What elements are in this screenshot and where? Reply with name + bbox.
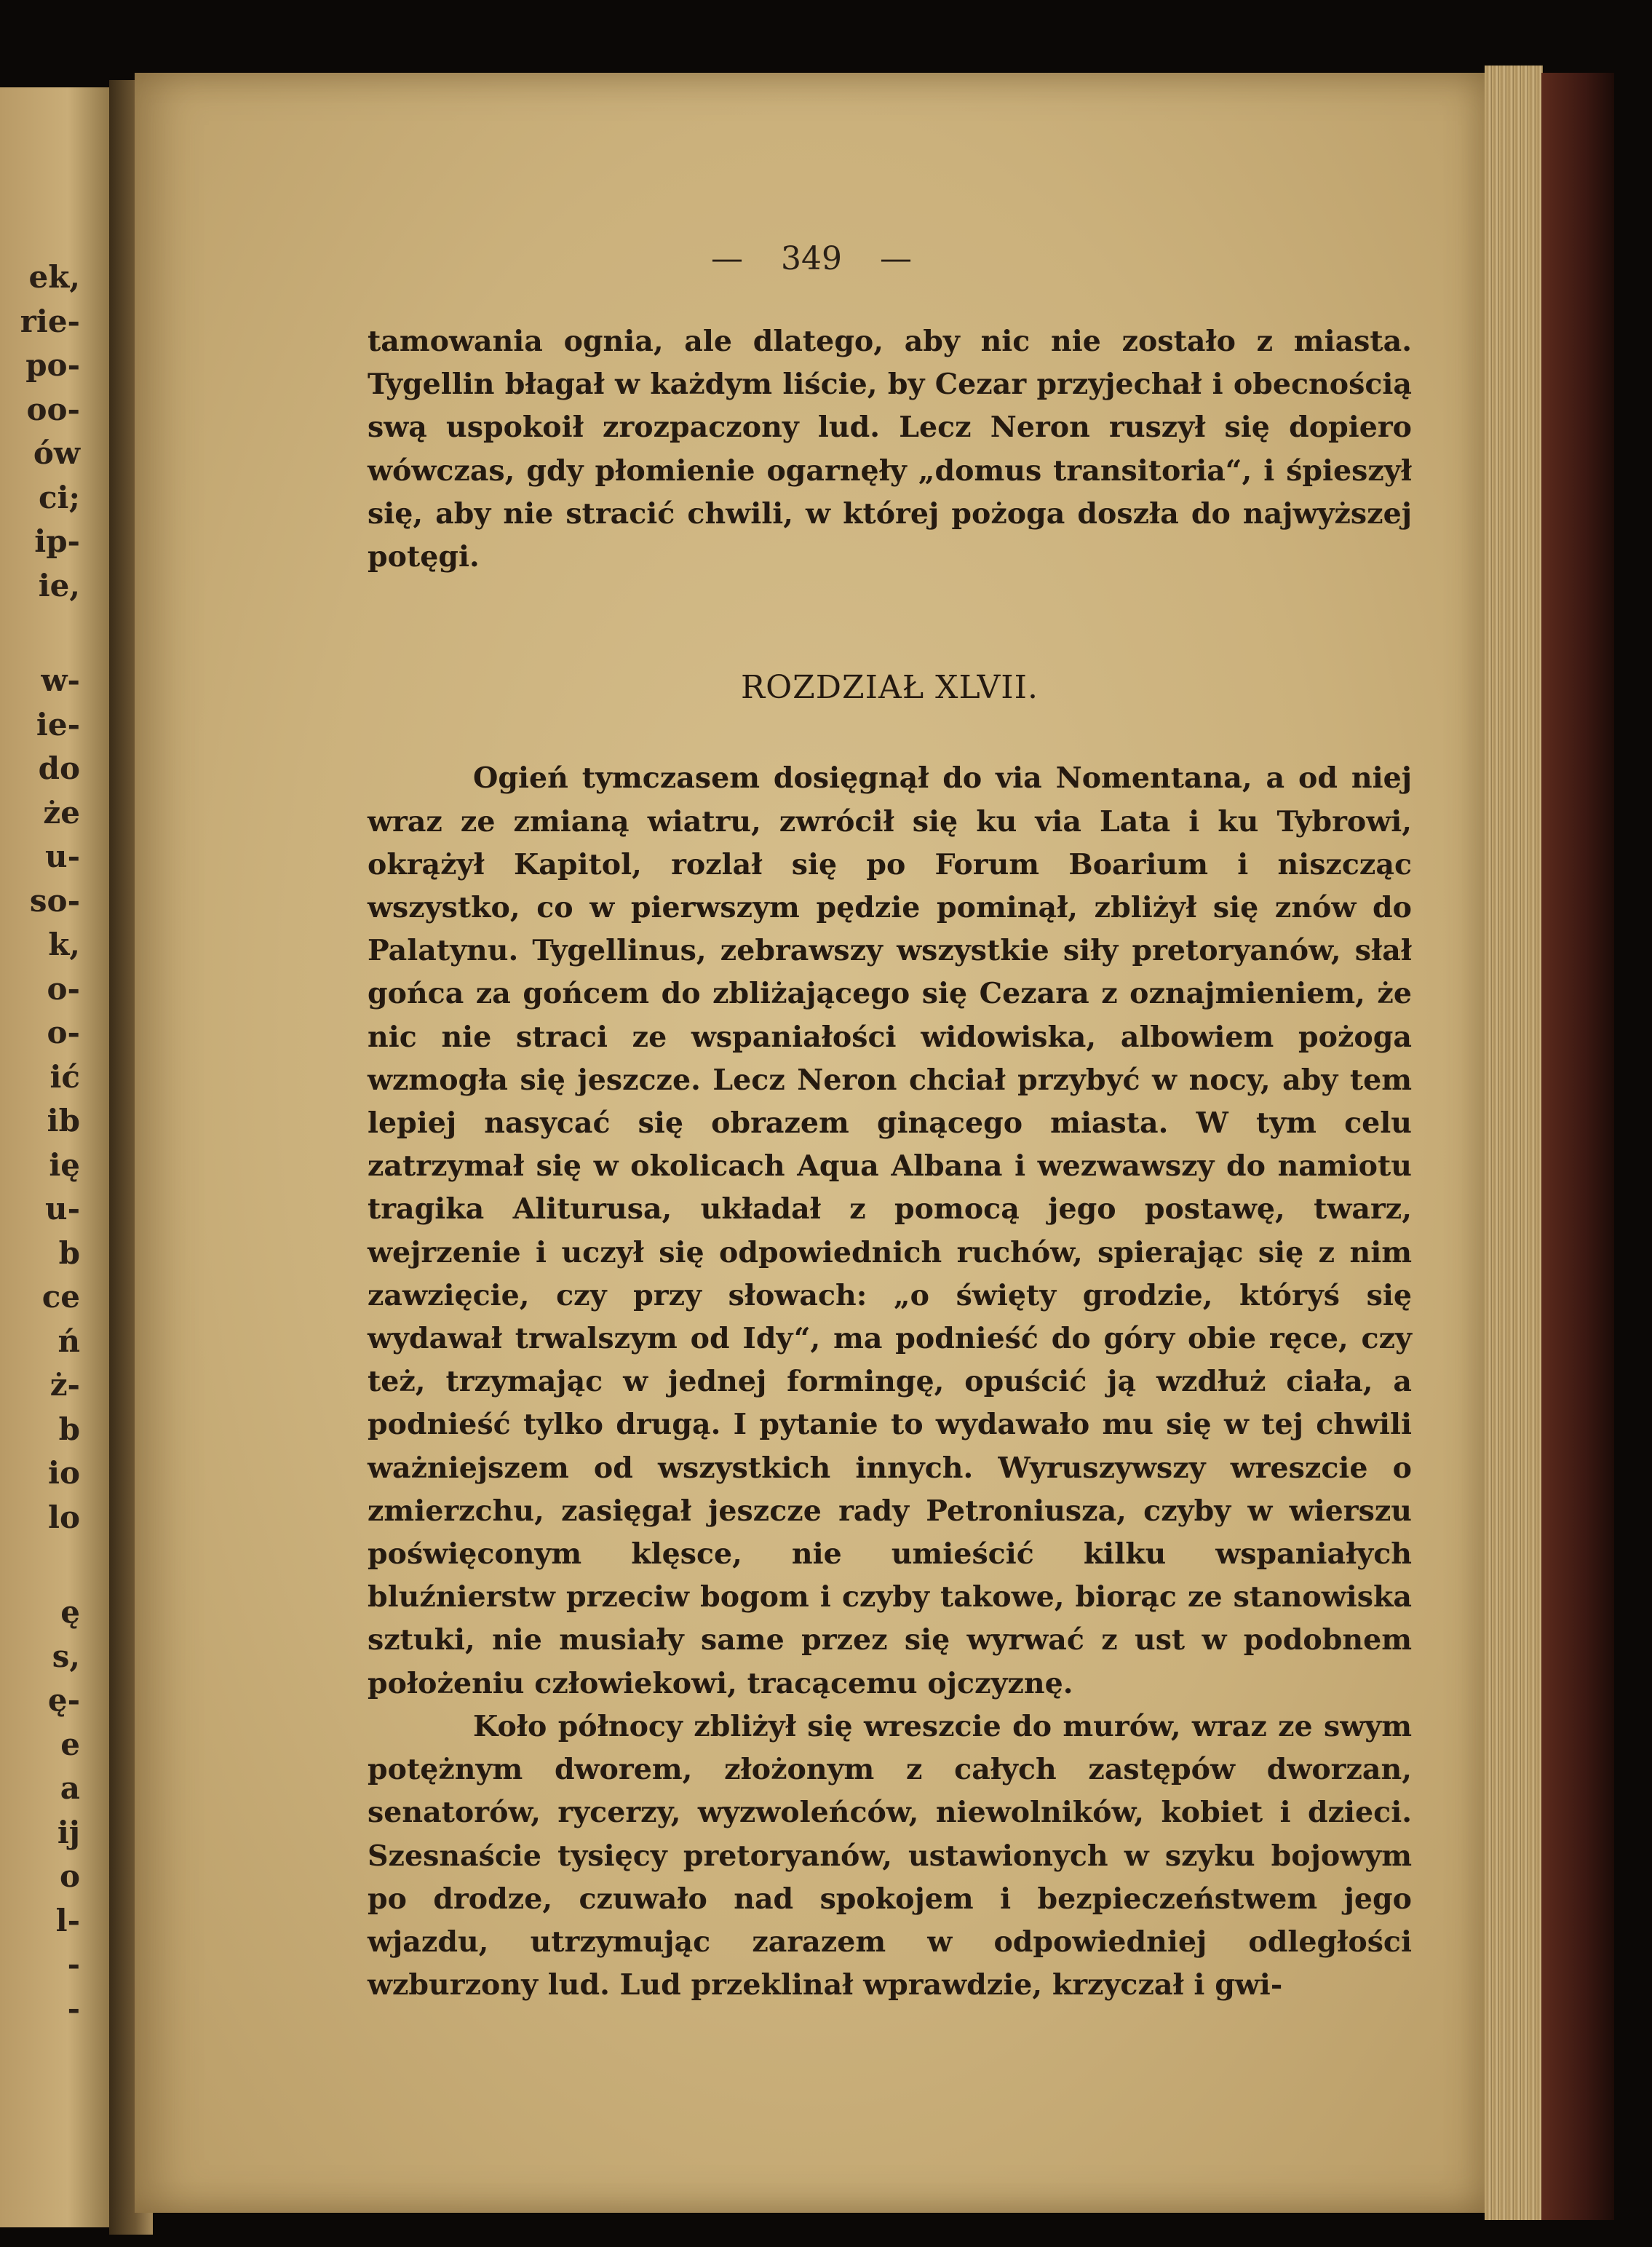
left-page-fragment: so-	[29, 882, 80, 919]
left-page-fragment: b	[58, 1235, 80, 1271]
left-page-fragment: do	[38, 750, 80, 786]
left-page-fragment: ż-	[49, 1367, 80, 1403]
page-body	[368, 320, 1412, 2007]
left-page-edge	[0, 87, 124, 2227]
left-page-fragment: że	[43, 794, 80, 831]
left-page-fragment: ię	[49, 1146, 80, 1183]
left-page-fragment: io	[48, 1455, 80, 1491]
paragraph: Ogień tymczasem dosięgnął do via Nomentana, a od niej wraz ze zmianą wiatru, zwrócił się ku via Lata i ku Tybrowi, okrążył Kapitol, rozlał się po Forum Boarium i niszcząc wszystko, co w pierwszym pędzie pominął, zbliżył się znów do Palatynu. Tygellinus, zebrawszy wszystkie siły pretoryanów, słał gońca za gońcem do zbliżającego się Cezara z oznajmieniem, że nic nie straci ze wspaniałości widowiska, albowiem pożoga wzmogła się jeszcze. Lecz Neron chciał przybyć w nocy, aby tem lepiej nasycać się obrazem ginącego miasta. W tym celu zatrzymał się w okolicach Aqua Albana i wezwawszy do namiotu tragika Aliturusa, układał z pomocą jego postawę, twarz, wejrzenie i uczył się odpowiednich ruchów, spierając się z nim zawzięcie, czy przy słowach: „o święty grodzie, któryś się wydawał trwalszym od Idy“, ma podnieść do góry obie ręce, czy też, trzymając w jednej formingę, opuścić ją wzdłuż ciała, a podnieść tylko drugą. I pytanie to wydawało mu się w tej chwili ważniejszem od wszystkich innych. Wyruszywszy wreszcie o zmierzchu, zasięgał jeszcze rady Petroniusza, czyby w wierszu poświęconym klęsce, nie umieścić kilku wspaniałych bluźnierstw przeciw bogom i czyby takowe, biorąc ze stanowiska sztuki, nie musiały same przez się wyrwać z ust w podobnem położeniu człowiekowi, tracącemu ojczyznę.	[368, 761, 1412, 1700]
left-page-fragment: o-	[47, 1015, 80, 1050]
left-page-fragment: ić	[49, 1058, 80, 1095]
left-page-fragment: ę-	[47, 1682, 80, 1718]
page-stack-edge	[1485, 66, 1543, 2220]
left-page-fragment: a	[60, 1770, 80, 1806]
left-page-fragment: u-	[45, 839, 80, 874]
left-page-fragment: s,	[52, 1638, 80, 1674]
left-page-fragment: ce	[41, 1279, 80, 1315]
left-page-fragment: ij	[57, 1814, 80, 1850]
left-page-fragment: -	[67, 1990, 80, 2026]
page-header	[135, 240, 1488, 277]
book-page	[135, 73, 1488, 2213]
left-page-fragment: -	[67, 1946, 80, 1982]
header-dash-left: —	[711, 240, 743, 277]
left-page-fragment: w-	[41, 662, 80, 698]
left-page-fragment: u-	[45, 1191, 80, 1226]
left-page-fragment: ie-	[36, 706, 80, 742]
left-page-fragment: o-	[47, 970, 80, 1007]
left-page-fragment: po-	[25, 347, 80, 383]
left-page-fragment: b	[58, 1411, 80, 1447]
book-cover	[1541, 73, 1614, 2220]
left-page-fragment: ie,	[38, 567, 80, 603]
left-page-fragment: ek,	[28, 259, 80, 295]
chapter-title: ROZDZIAŁ XLVII.	[740, 669, 1039, 707]
left-page-fragment: ę	[60, 1594, 80, 1630]
header-dash-right: —	[879, 240, 912, 277]
left-page-fragment: e	[60, 1726, 80, 1762]
left-page-fragment: rie-	[20, 303, 80, 339]
left-page-fragment: ń	[57, 1323, 80, 1359]
left-page-fragment: k,	[48, 927, 80, 962]
page-number: 349	[781, 240, 842, 277]
left-page-fragment: o	[59, 1858, 80, 1894]
left-page-fragment: l-	[55, 1902, 80, 1938]
left-page-fragment: ib	[47, 1103, 80, 1138]
left-page-fragment: oo-	[26, 391, 80, 427]
paragraph: Koło północy zbliżył się wreszcie do murów, wraz ze swym potężnym dworem, złożonym z całych zastępów dworzan, senatorów, rycerzy, wyzwoleńców, niewolników, kobiet i dzieci. Szesnaście tysięcy pretoryanów, ustawionych w szyku bojowym po drodze, czuwało nad spokojem i bezpieczeństwem jego wjazdu, utrzymując zarazem w odpowiedniej odległości wzburzony lud. Lud przeklinał wprawdzie, krzyczał i gwi-	[368, 1709, 1412, 2002]
left-page-fragment: ów	[33, 435, 80, 471]
left-page-fragment: lo	[48, 1499, 80, 1535]
left-page-fragment: ip-	[34, 523, 80, 559]
left-page-fragment: ci;	[38, 479, 80, 515]
paragraph-continued: tamowania ognia, ale dlatego, aby nic nie zostało z miasta. Tygellin błagał w każdym liście, by Cezar przyjechał i obecnością swą uspokoił zrozpaczony lud. Lecz Neron ruszył się dopiero wówczas, gdy płomienie ogarnęły „domus transitoria“, i śpieszył się, aby nie stracić chwili, w której pożoga doszła do najwyższej potęgi.	[368, 325, 1412, 574]
